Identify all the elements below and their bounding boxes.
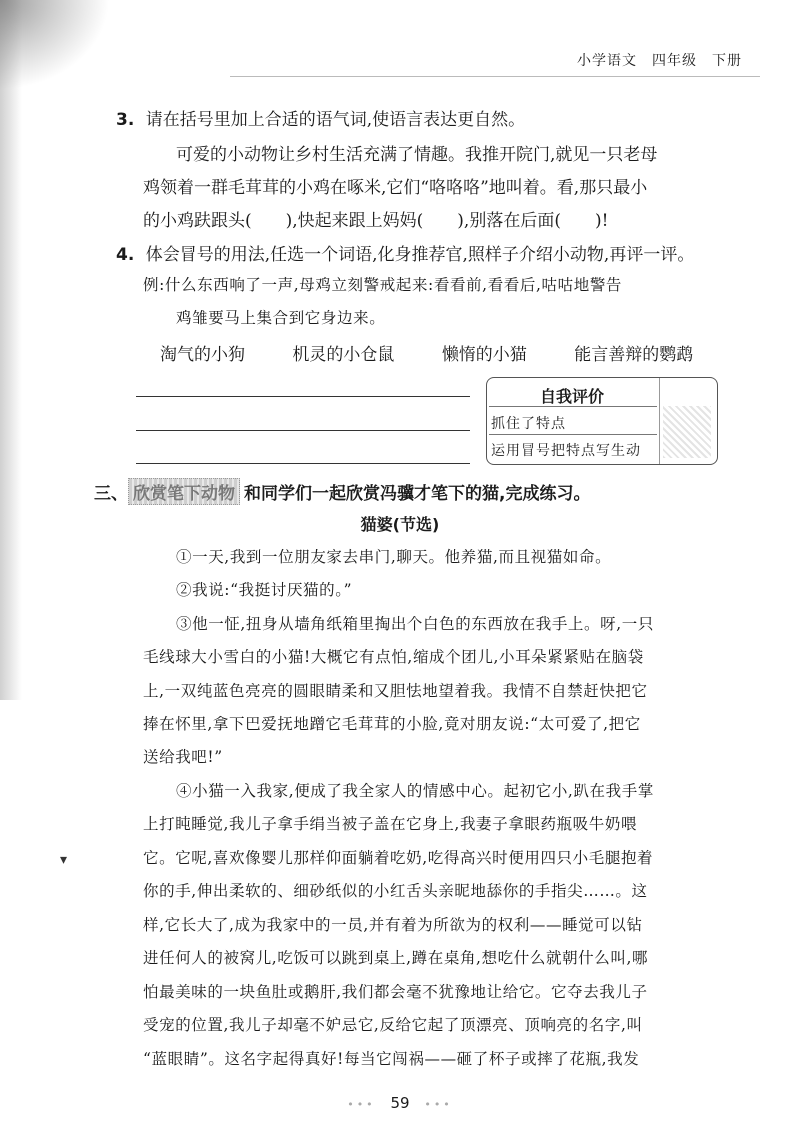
section-3-label: 欣赏笔下动物	[128, 478, 240, 505]
section-3-heading	[94, 478, 590, 505]
passage-line: 样,它长大了,成为我家中的一员,并有着为所欲为的权利——睡觉可以钻	[143, 916, 643, 934]
answer-line[interactable]	[136, 463, 470, 464]
word-choices	[160, 340, 693, 365]
passage-line: ③他一怔,扭身从墙角纸箱里掏出个白色的东西放在我手上。呀,一只	[176, 615, 654, 633]
passage-line: 毛线球大小雪白的小猫!大概它有点怕,缩成个团儿,小耳朵紧紧贴在脑袋	[143, 648, 644, 666]
divider	[659, 378, 660, 464]
question-3-passage-line: 的小鸡趺跟头( ),快起来跟上妈妈( ),别落在后面( )!	[143, 211, 609, 231]
question-3	[116, 105, 525, 130]
footer-ornament: •••	[424, 1098, 453, 1111]
passage-line: ④小猫一入我家,便成了我全家人的情感中心。起初它小,趴在我手掌	[176, 782, 654, 800]
example-line: 例:什么东西响了一声,母鸡立刻警戒起来:看看前,看看后,咕咕地警告	[143, 276, 623, 294]
divider	[489, 406, 657, 407]
passage-line: 上打盹睡觉,我儿子拿手绢当被子盖在它身上,我妻子拿眼药瓶吸牛奶喂	[143, 815, 638, 833]
passage-line: 受宠的位置,我儿子却毫不妒忌它,反给它起了顶漂亮、顶响亮的名字,叫	[143, 1016, 643, 1034]
section-3-prompt: 和同学们一起欣赏冯骥才笔下的猫,完成练习。	[244, 484, 591, 504]
passage-title: 猫婆(节选)	[360, 515, 440, 534]
question-3-prompt: 请在括号里加上合适的语气词,使语言表达更自然。	[145, 110, 526, 130]
passage-line: 进任何人的被窝儿,吃饭可以跳到桌上,蹲在桌角,想吃什么就朝什么叫,哪	[143, 949, 649, 967]
divider	[489, 434, 657, 435]
footer-ornament: •••	[347, 1098, 376, 1111]
question-3-number: 3.	[116, 110, 135, 130]
passage-line: 它。它呢,喜欢像婴儿那样仰面躺着吃奶,吃得高兴时便用四只小毛腿抱着	[143, 849, 654, 867]
evaluation-criterion: 运用冒号把特点写生动	[491, 443, 641, 459]
passage-line: 送给我吧!”	[143, 748, 223, 766]
passage-line: 上,一双纯蓝色亮亮的圆眼睛柔和又胆怯地望着我。我情不自禁赶快把它	[143, 682, 648, 700]
question-4-prompt: 体会冒号的用法,任选一个词语,化身推荐官,照样子介绍小动物,再评一评。	[145, 245, 695, 265]
passage-line: 你的手,伸出柔软的、细砂纸似的小红舌头亲昵地舔你的手指尖……。这	[143, 882, 648, 900]
star-rating-area[interactable]	[663, 406, 711, 458]
example-line: 鸡雏要马上集合到它身边来。	[176, 309, 386, 327]
binding-edge-shadow	[0, 0, 22, 700]
word-choice: 懒惰的小猫	[441, 345, 527, 365]
self-evaluation-box	[486, 377, 718, 465]
word-choice: 淘气的小狗	[160, 345, 245, 365]
passage-line: “蓝眼睛”。这名字起得真好!每当它闯祸——砸了杯子或摔了花瓶,我发	[143, 1050, 640, 1068]
word-choice: 机灵的小仓鼠	[292, 345, 395, 365]
passage-line: 捧在怀里,拿下巴爱抚地蹭它毛茸茸的小脸,竟对朋友说:“太可爱了,把它	[143, 715, 641, 733]
answer-line[interactable]	[136, 396, 470, 397]
header-rule	[230, 76, 760, 77]
passage-line: ①一天,我到一位朋友家去串门,聊天。他养猫,而且视猫如命。	[176, 548, 612, 566]
passage-line: ②我说:“我挺讨厌猫的。”	[176, 581, 353, 599]
passage-line: 怕最美味的一块鱼肚或鹅肝,我们都会毫不犹豫地让给它。它夺去我儿子	[143, 983, 648, 1001]
question-4-number: 4.	[116, 245, 135, 265]
question-4	[116, 240, 694, 265]
self-evaluation-title: 自我评价	[539, 387, 604, 406]
answer-line[interactable]	[136, 430, 470, 431]
book-header: 小学语文 四年级 下册	[577, 53, 742, 69]
page-footer	[0, 1094, 800, 1112]
evaluation-criterion: 抓住了特点	[491, 416, 566, 432]
page-number: 59	[390, 1094, 410, 1112]
question-3-passage-line: 可爱的小动物让乡村生活充满了情趣。我推开院门,就见一只老母	[176, 145, 658, 165]
question-3-passage-line: 鸡领着一群毛茸茸的小鸡在啄米,它们“咯咯咯”地叫着。看,那只最小	[143, 178, 648, 198]
margin-mark: ▾	[60, 852, 68, 868]
word-choice: 能言善辩的鹦鹉	[574, 345, 694, 365]
section-3-number: 三、	[94, 484, 128, 504]
